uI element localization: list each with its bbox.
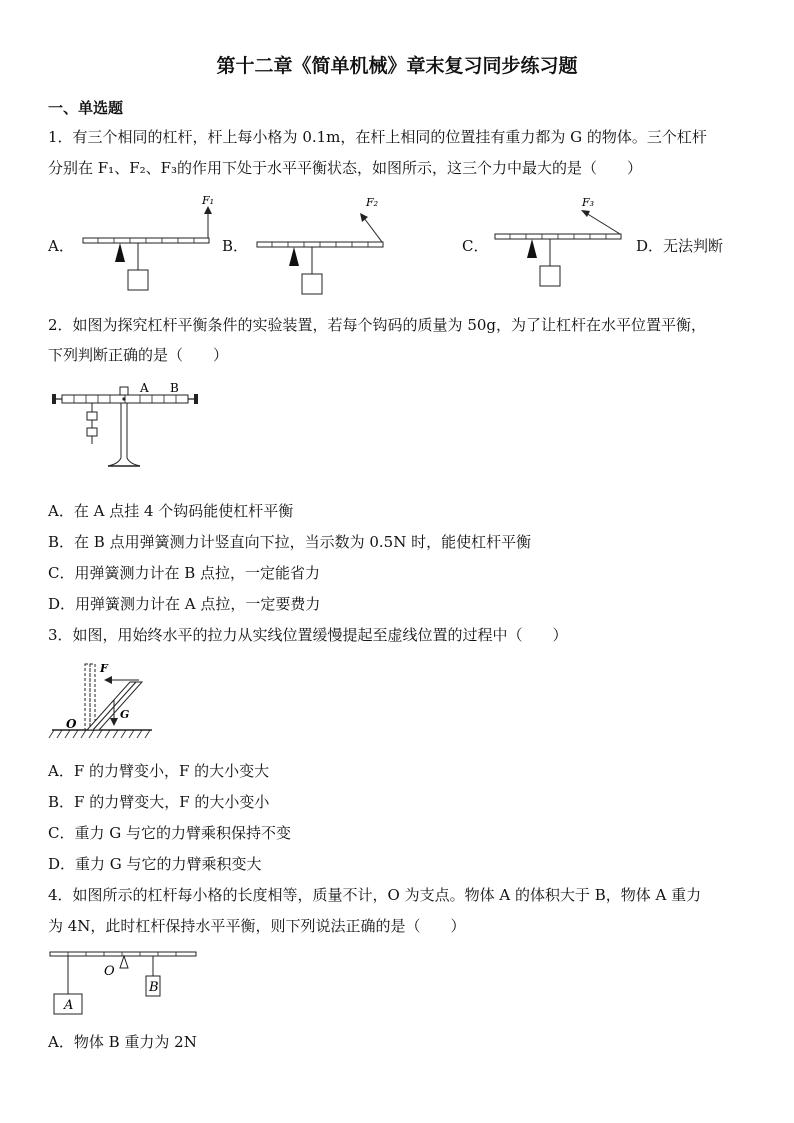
q2-option-a[interactable]: A．在 A 点挂 4 个钩码能使杠杆平衡 — [48, 502, 294, 520]
q1-option-b-label[interactable]: B． — [222, 237, 249, 255]
q4-stem-line1: 4．如图所示的杠杆每小格的长度相等，质量不计，O 为支点。物体 A 的体积大于 B，物体 A 重力 — [48, 886, 702, 904]
q3-option-c[interactable]: C．重力 G 与它的力臂乘积保持不变 — [48, 824, 291, 842]
q4-pivot-o-label: O — [104, 964, 115, 979]
q3-pivot-o-label: O — [66, 717, 77, 731]
q4-option-a[interactable]: A．物体 B 重力为 2N — [48, 1033, 197, 1051]
q4-lever-figure — [48, 948, 208, 1022]
q1-option-c-label[interactable]: C． — [462, 237, 489, 255]
q1-f3-label: F₃ — [582, 196, 595, 209]
q2-stem-line1: 2．如图为探究杠杆平衡条件的实验装置，若每个钩码的质量为 50g，为了让杠杆在水平位置平衡， — [48, 316, 707, 334]
q2-point-a-label: A — [140, 381, 149, 395]
q1-figure-c — [490, 192, 630, 292]
q3-lifting-figure — [48, 658, 158, 746]
q3-option-d[interactable]: D．重力 G 与它的力臂乘积变大 — [48, 855, 262, 873]
q2-option-c[interactable]: C．用弹簧测力计在 B 点拉，一定能省力 — [48, 564, 321, 582]
q1-stem-line2: 分别在 F₁、F₂、F₃的作用下处于水平平衡状态，如图所示，这三个力中最大的是（ ） — [48, 159, 643, 177]
q3-stem: 3．如图，用始终水平的拉力从实线位置缓慢提起至虚线位置的过程中（ ） — [48, 626, 568, 644]
q1-f2-label: F₂ — [366, 196, 379, 209]
q2-point-b-label: B — [170, 381, 179, 395]
q2-lever-apparatus — [48, 378, 208, 478]
q2-option-b[interactable]: B．在 B 点用弹簧测力计竖直向下拉，当示数为 0.5N 时，能使杠杆平衡 — [48, 533, 532, 551]
q4-object-a-label: A — [64, 998, 74, 1013]
q4-object-b-label: B — [149, 980, 159, 995]
q1-option-a-label[interactable]: A． — [48, 237, 74, 255]
q3-gravity-g-label: G — [120, 708, 130, 721]
q3-force-f-label: F — [100, 662, 108, 675]
q3-option-b[interactable]: B．F 的力臂变大，F 的大小变小 — [48, 793, 270, 811]
q1-f1-label: F₁ — [202, 194, 215, 207]
section-heading: 一、单选题 — [48, 99, 124, 117]
page-title: 第十二章《简单机械》章末复习同步练习题 — [216, 55, 578, 77]
q1-figure-a — [78, 192, 218, 298]
q2-option-d[interactable]: D．用弹簧测力计在 A 点拉，一定要费力 — [48, 595, 321, 613]
q4-stem-line2: 为 4N，此时杠杆保持水平平衡，则下列说法正确的是（ ） — [48, 917, 466, 935]
q3-option-a[interactable]: A．F 的力臂变小，F 的大小变大 — [48, 762, 270, 780]
q1-option-d[interactable]: D．无法判断 — [636, 237, 724, 255]
q1-stem-line1: 1．有三个相同的杠杆，杆上每小格为 0.1m，在杆上相同的位置挂有重力都为 G 的物体。三个杠杆 — [48, 128, 707, 146]
q2-stem-line2: 下列判断正确的是（ ） — [48, 346, 229, 364]
q1-figure-b — [252, 192, 392, 302]
